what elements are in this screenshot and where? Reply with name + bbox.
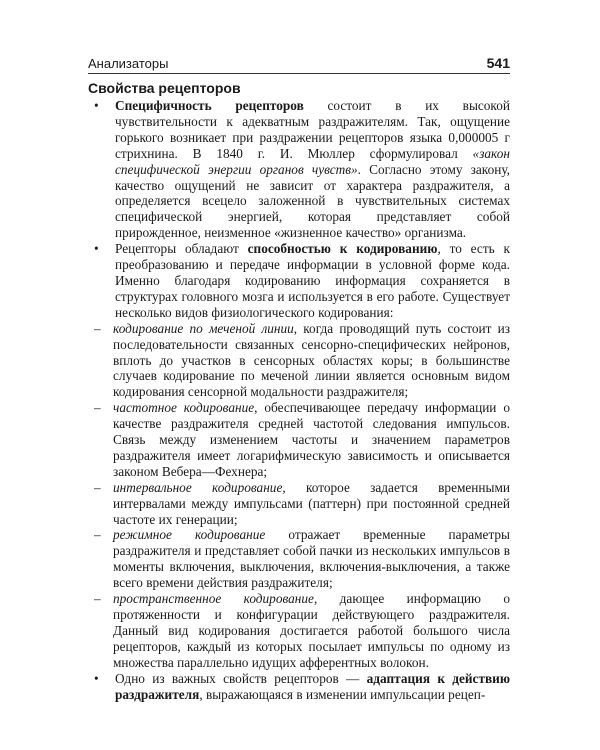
body-text <box>88 98 510 702</box>
item-text: , обеспечивающее передачу информации о качестве раздражителя средней частотой следования импульсов. Связь между изменением частоты и значением параметров раздражителя имеет логарифмическую зависимость и описывается законом Вебера—Фехнера; <box>113 400 510 479</box>
dash-icon: – <box>94 527 101 543</box>
dash-icon: – <box>94 479 101 495</box>
sub-list-item <box>88 480 510 528</box>
bullet-icon: • <box>94 241 99 257</box>
list-item <box>88 671 510 703</box>
term-italic: «закон специфической энергии органов чувств» <box>115 145 510 177</box>
running-header <box>88 52 510 74</box>
term-bold: способностью к кодированию <box>247 241 438 257</box>
bullet-icon: • <box>94 98 99 113</box>
dash-icon: – <box>94 400 101 416</box>
list-item <box>88 98 510 241</box>
term-bold: адаптация к действию раздражителя <box>115 670 510 702</box>
item-text-tail: , то есть к преобразованию и передаче информации в условной форме кода. Именно благодаря кодированию информация сохраняется в структурах головного мозга и используется в его работе. Существует несколько видов физиологического кодирования: <box>115 241 510 320</box>
item-text: , когда проводящий путь состоит из последовательности связанных сенсорно-специфических нейронов, вплоть до участков в сенсорных областях коры; в большинстве случаев кодирование по меченой линии является основным видом кодирования сенсорной модальности раздражителя; <box>113 320 511 400</box>
sub-list-item <box>88 591 510 671</box>
section-title: Свойства рецепторов <box>88 80 241 96</box>
item-text: отражает временные параметры раздражителя и представляет собой пачки из нескольких импульсов в моменты включения, выключения, включения-выключения, а также всего времени действия раздражителя; <box>113 527 510 591</box>
item-text: , которое задается временными интервалами между импульсами (паттерн) при постоянной средней частоте их генерации; <box>113 479 510 527</box>
term-italic: интервальное кодирование <box>113 479 283 495</box>
list-item <box>88 241 510 321</box>
item-text: , дающее информацию о протяженности и конфигурации действующего раздражителя. Данный вид кодирования достигается работой большого числа рецепторов, каждый из которых посылает импульсы по одному из множества параллельно идущих афферентных волокон. <box>113 591 510 670</box>
item-text-tail: , выражающаяся в изменении импульсации рецеп- <box>199 686 486 702</box>
sub-list-item <box>88 400 510 480</box>
dash-icon: – <box>94 320 101 336</box>
item-text-tail: . Согласно этому закону, качество ощущений не зависит от характера раздражителя, а определяется всецело заложенной в чувствительных системах специфической энергией, которая представляет собой прирожденное, неизменное «жизненное качество» организма. <box>115 161 510 241</box>
item-text: состоит в их высокой чувствительности к адекватным раздражителям. Так, ощущение горького возникает при раздражении рецепторов языка 0,000005 г стрихнина. В 1840 г. И. Мюллер сформулировал <box>115 98 510 161</box>
bullet-icon: • <box>94 670 99 686</box>
sub-list-item <box>88 527 510 591</box>
page-number: 541 <box>486 55 510 71</box>
dash-icon: – <box>94 591 101 607</box>
section-name: Анализаторы <box>88 56 169 71</box>
term-italic: кодирование по меченой линии <box>113 320 294 336</box>
item-text: Одно из важных свойств рецепторов — <box>115 670 367 686</box>
term-italic: пространственное кодирование <box>113 591 314 607</box>
term-bold: Специфичность рецепторов <box>115 98 304 113</box>
header-rule <box>88 73 510 74</box>
term-italic: частотное кодирование <box>113 400 255 416</box>
sub-list-item <box>88 321 510 401</box>
item-text: Рецепторы обладают <box>115 241 248 257</box>
term-italic: режимное кодирование <box>113 527 266 543</box>
